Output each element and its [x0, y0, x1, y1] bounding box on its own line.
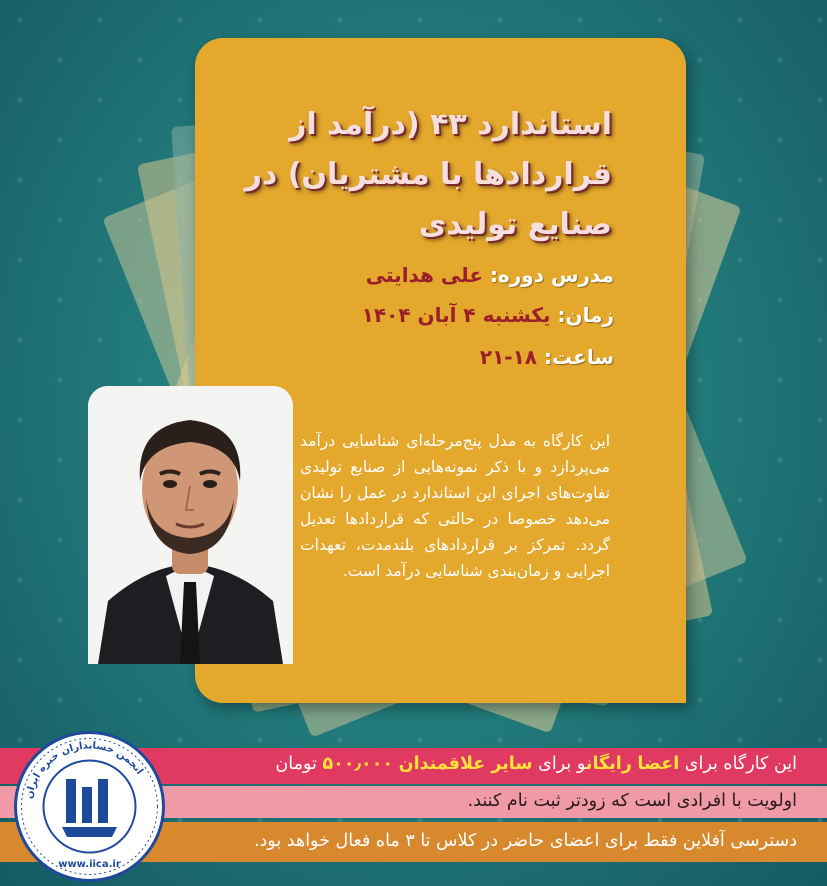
price-text	[275, 754, 797, 774]
hour-value: ۱۸-۲۱	[479, 345, 538, 369]
price-text-part: و برای	[538, 754, 586, 774]
free-highlight: رایگان	[585, 754, 632, 774]
others-highlight: سایر علاقمندان	[398, 754, 533, 774]
price-text-part: این کارگاه برای	[684, 754, 797, 774]
date-row	[362, 303, 614, 327]
logo-website: www.iica.ir	[58, 859, 121, 870]
priority-text: اولویت با افرادی است که زودتر ثبت نام کنند.	[467, 791, 797, 811]
workshop-title	[232, 100, 612, 250]
title-line: صنایع تولیدی	[418, 207, 612, 242]
currency-label: تومان	[275, 754, 317, 774]
instructor-photo	[88, 386, 293, 664]
instructor-name: علی هدایتی	[365, 263, 483, 287]
members-highlight: اعضا	[637, 754, 680, 774]
logo-ring-text: انجمن حسابداران خبره ایران	[23, 740, 145, 800]
price-value: ۵۰۰٫۰۰۰	[322, 754, 394, 774]
access-text: دسترسی آفلاین فقط برای اعضای حاضر در کلاس تا ۳ ماه فعال خواهد بود.	[253, 831, 797, 851]
title-line: قراردادها با مشتریان) در	[244, 157, 612, 192]
instructor-portrait	[88, 386, 293, 664]
title-line: استاندارد ۴۳ (درآمد از	[289, 107, 612, 142]
date-label: زمان:	[557, 303, 614, 327]
hour-label: ساعت:	[543, 345, 614, 369]
iica-logo-icon	[12, 729, 167, 884]
instructor-label: مدرس دوره:	[489, 263, 614, 287]
date-value: یکشنبه ۴ آبان ۱۴۰۴	[361, 303, 551, 327]
hour-row	[480, 345, 614, 369]
workshop-description: این کارگاه به مدل پنج‌مرحله‌ای شناسایی درآمد می‌پردازد و با ذکر نمونه‌هایی از صنایع تولیدی تفاوت‌های اجرای این استاندارد در عمل را نشان می‌دهد خصوصا در حالتی که قراردادها تعدیل گردد. تمرکز بر قراردادهای بلندمدت، تعهدات اجرایی و زمان‌بندی شناسایی درآمد است.	[300, 432, 610, 580]
instructor-row	[366, 263, 614, 287]
